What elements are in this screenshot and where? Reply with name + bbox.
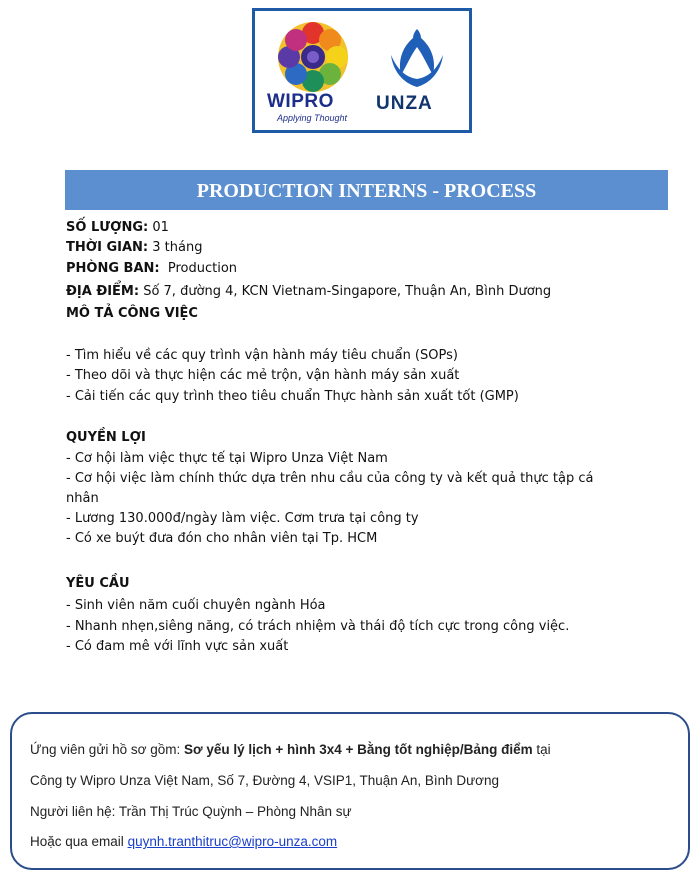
unza-bird-logo-icon xyxy=(383,25,451,91)
email-prefix: Hoặc qua email xyxy=(30,834,128,849)
benefits-heading: QUYỀN LỢI xyxy=(66,430,146,445)
list-item: - Có đam mê với lĩnh vực sản xuất xyxy=(66,639,289,654)
duration-value: 3 tháng xyxy=(148,240,203,255)
list-item: - Sinh viên năm cuối chuyên ngành Hóa xyxy=(66,598,326,613)
location-label: ĐỊA ĐIỂM: xyxy=(66,284,140,299)
contact-person: Người liên hệ: Trần Thị Trúc Quỳnh – Phòng Nhân sự xyxy=(30,804,352,819)
duration-label: THỜI GIAN: xyxy=(66,240,149,255)
list-item: - Tìm hiểu về các quy trình vận hành máy tiêu chuẩn (SOPs) xyxy=(66,348,458,363)
application-prefix: Ứng viên gửi hồ sơ gồm: xyxy=(30,742,184,757)
wipro-tagline: Applying Thought xyxy=(277,113,348,123)
email-link[interactable]: quynh.tranthitruc@wipro-unza.com xyxy=(127,834,338,849)
list-item: - Cơ hội việc làm chính thức dựa trên nhu cầu của công ty và kết quả thực tập cá xyxy=(66,471,594,486)
unza-wordmark: UNZA xyxy=(376,93,433,114)
quantity-label: SỐ LƯỢNG: xyxy=(66,220,149,235)
quantity-value: 01 xyxy=(148,220,169,235)
job-description-heading: MÔ TẢ CÔNG VIỆC xyxy=(66,306,198,321)
requirements-heading: YÊU CẦU xyxy=(66,576,130,591)
location-value: Số 7, đường 4, KCN Vietnam-Singapore, Thuận An, Bình Dương xyxy=(139,284,552,299)
list-item: - Có xe buýt đưa đón cho nhân viên tại Tp. HCM xyxy=(66,531,378,546)
list-item: - Nhanh nhẹn,siêng năng, có trách nhiệm và thái độ tích cực trong công việc. xyxy=(66,619,570,634)
wipro-flower-logo-icon xyxy=(275,19,351,95)
department-label: PHÒNG BAN: xyxy=(66,261,160,276)
list-item: nhân xyxy=(66,491,99,506)
wipro-wordmark: WIPRO xyxy=(267,91,334,112)
application-line xyxy=(30,742,551,757)
company-logos xyxy=(252,8,472,133)
contact-box xyxy=(10,712,690,870)
list-item: - Cơ hội làm việc thực tế tại Wipro Unza Việt Nam xyxy=(66,451,388,466)
list-item: - Lương 130.000đ/ngày làm việc. Cơm trưa tại công ty xyxy=(66,511,419,526)
department-line xyxy=(66,261,237,276)
location-line xyxy=(66,284,551,299)
email-line xyxy=(30,834,337,849)
department-value: Production xyxy=(159,261,238,276)
application-documents: Sơ yếu lý lịch + hình 3x4 + Bằng tốt nghiệp/Bảng điểm xyxy=(184,742,533,757)
company-address: Công ty Wipro Unza Việt Nam, Số 7, Đường 4, VSIP1, Thuận An, Bình Dương xyxy=(30,773,500,788)
list-item: - Cải tiến các quy trình theo tiêu chuẩn Thực hành sản xuất tốt (GMP) xyxy=(66,389,519,404)
quantity-line xyxy=(66,220,169,235)
list-item: - Theo dõi và thực hiện các mẻ trộn, vận hành máy sản xuất xyxy=(66,368,460,383)
page-title: PRODUCTION INTERNS - PROCESS xyxy=(65,170,668,210)
duration-line xyxy=(66,240,202,255)
application-suffix: tại xyxy=(532,742,551,757)
